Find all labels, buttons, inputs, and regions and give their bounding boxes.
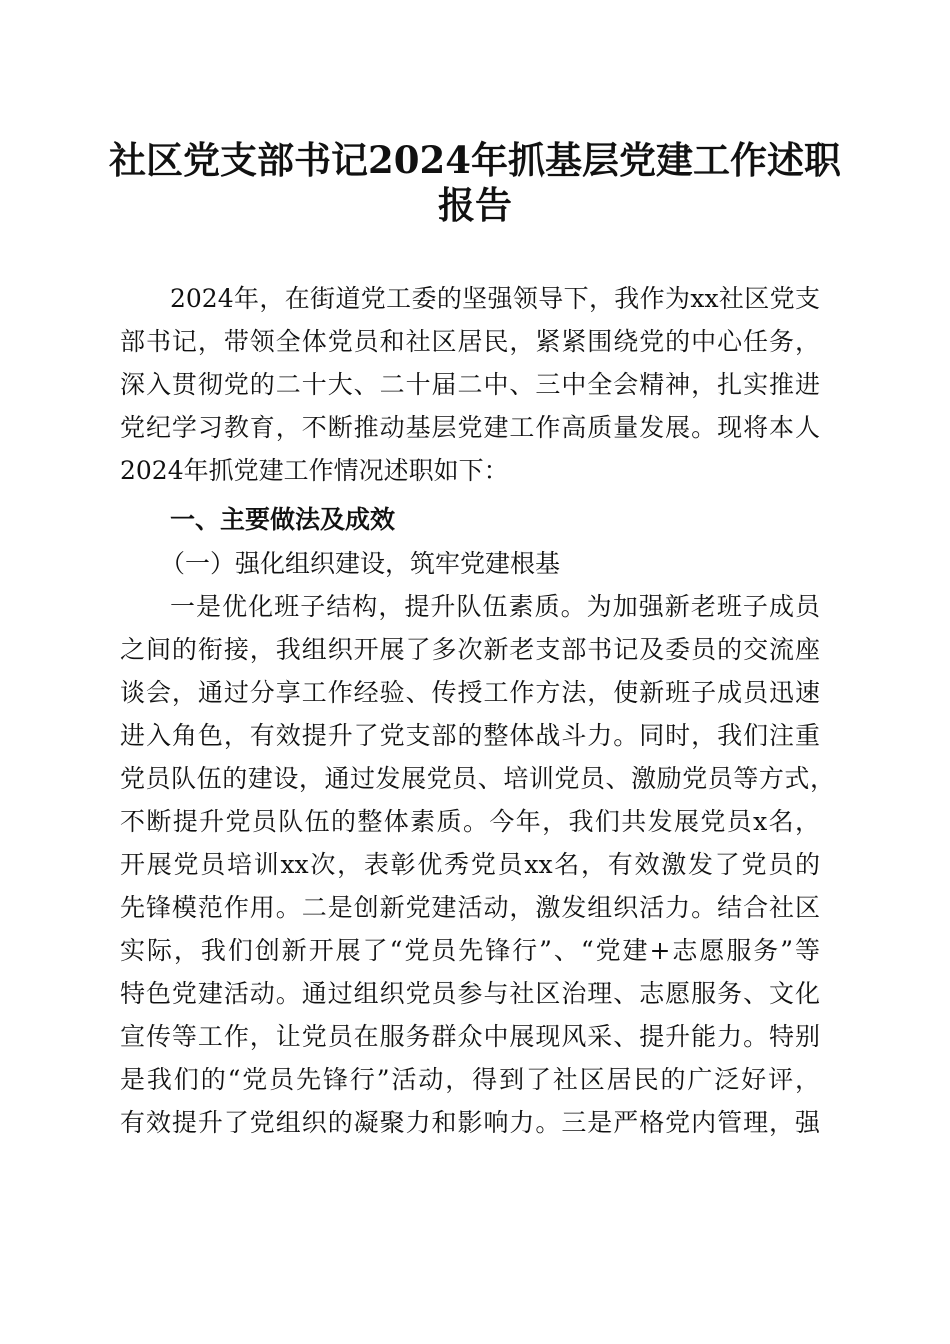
paragraph-line: 一是优化班子结构，提升队伍素质。为加强新老班子成员 — [170, 592, 820, 621]
paragraph-line: 2024年抓党建工作情况述职如下： — [120, 456, 509, 485]
paragraph-line: 党员队伍的建设，通过发展党员、培训党员、激励党员等方式， — [120, 764, 835, 793]
paragraph-line: 有效提升了党组织的凝聚力和影响力。三是严格党内管理，强 — [120, 1108, 820, 1137]
subsection-heading: （一）强化组织建设，筑牢党建根基 — [160, 549, 561, 578]
paragraph-line: 不断提升党员队伍的整体素质。今年，我们共发展党员x名， — [120, 807, 820, 836]
paragraph-line: 先锋模范作用。二是创新党建活动，激发组织活力。结合社区 — [120, 893, 820, 922]
paragraph-line: 是我们的“党员先锋行”活动，得到了社区居民的广泛好评， — [120, 1065, 820, 1094]
section-heading: 一、主要做法及成效 — [170, 505, 396, 534]
paragraph-line: 进入角色，有效提升了党支部的整体战斗力。同时，我们注重 — [120, 721, 820, 750]
paragraph-line: 实际，我们创新开展了“党员先锋行”、“党建+志愿服务”等 — [120, 936, 820, 965]
paragraph-line: 宣传等工作，让党员在服务群众中展现风采、提升能力。特别 — [120, 1022, 820, 1051]
paragraph-line: 部书记，带领全体党员和社区居民，紧紧围绕党的中心任务， — [120, 327, 820, 356]
paragraph-line: 特色党建活动。通过组织党员参与社区治理、志愿服务、文化 — [120, 979, 820, 1008]
paragraph-line: 之间的衔接，我组织开展了多次新老支部书记及委员的交流座 — [120, 635, 820, 664]
paragraph-line: 开展党员培训xx次，表彰优秀党员xx名，有效激发了党员的 — [120, 850, 820, 879]
document-title-line-1: 社区党支部书记2024年抓基层党建工作述职 — [109, 138, 841, 182]
paragraph-line: 深入贯彻党的二十大、二十届二中、三中全会精神，扎实推进 — [120, 370, 820, 399]
paragraph-line: 党纪学习教育，不断推动基层党建工作高质量发展。现将本人 — [120, 413, 820, 442]
document-title-line-2: 报告 — [438, 183, 512, 227]
paragraph-line: 谈会，通过分享工作经验、传授工作方法，使新班子成员迅速 — [120, 678, 820, 707]
paragraph-line: 2024年，在街道党工委的坚强领导下，我作为xx社区党支 — [170, 284, 820, 313]
